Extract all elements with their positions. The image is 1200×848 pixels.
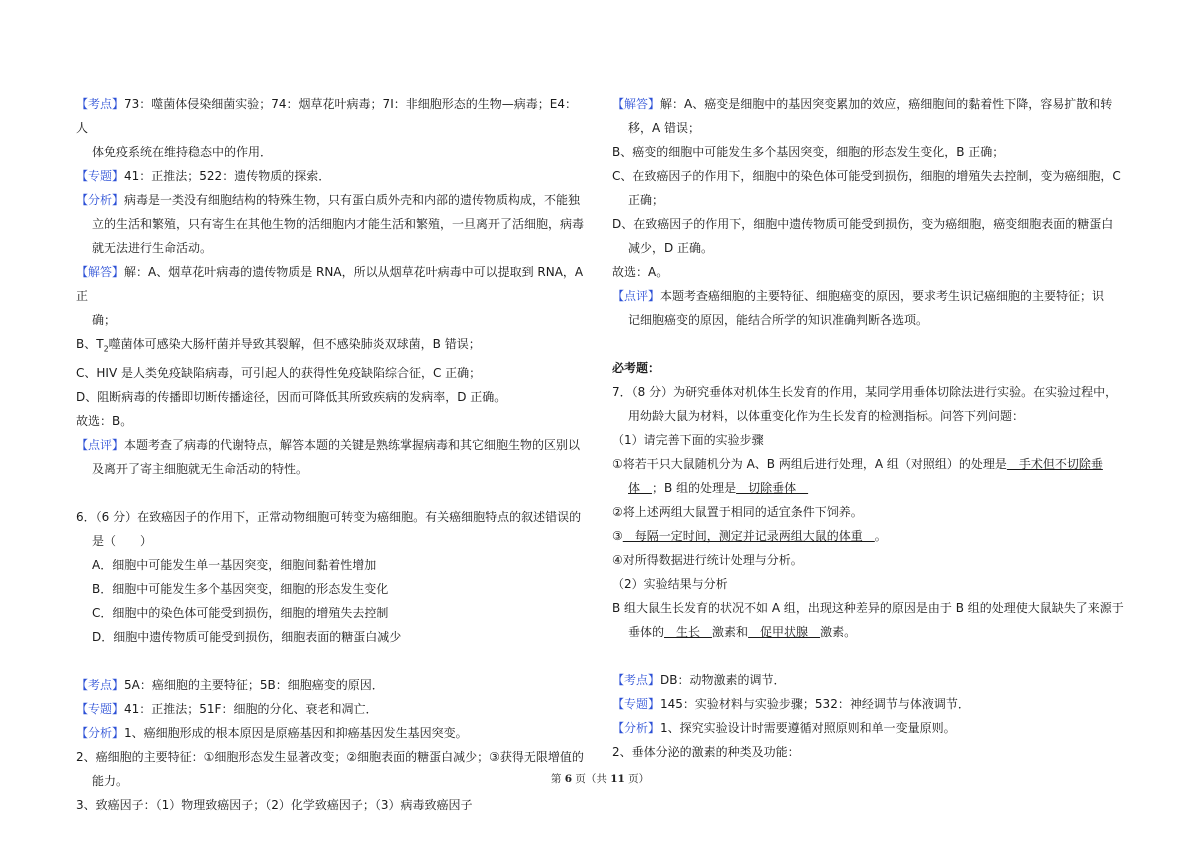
kaodian-tag: 【考点】 (612, 673, 661, 687)
q5-fenxi-cont: 立的生活和繁殖，只有寄生在其他生物的活细胞内才能生活和繁殖，一旦离开了活细胞，病毒 (92, 217, 585, 231)
spacer (76, 481, 588, 505)
q7-stem-cont: 用幼龄大鼠为材料，以体重变化作为生长发育的检测指标。问答下列问题： (628, 409, 1025, 423)
q7-result: B 组大鼠生长发育的状况不如 A 组，出现这种差异的原因是由于 B 组的处理使大鼠缺失了来源于 (612, 601, 1124, 615)
q7-part2: （2）实验结果与分析 (612, 577, 728, 591)
page-number: 6 (564, 773, 572, 785)
q7-part1: （1）请完善下面的实验步骤 (612, 433, 764, 447)
dianping-tag: 【点评】 (76, 438, 125, 453)
q7-stem: 7．（8 分）为研究垂体对机体生长发育的作用，某同学用垂体切除法进行实验。在实验过程中， (612, 385, 1118, 399)
zhuanti-tag: 【专题】 (612, 697, 661, 711)
q6-answer-d: D、在致癌因子的作用下，细胞中遗传物质可能受到损伤，变为癌细胞，癌变细胞表面的糖蛋白 (612, 217, 1114, 231)
q6-stem-cont: 是（ ） (92, 534, 153, 549)
fenxi-tag: 【分析】 (612, 721, 661, 735)
fenxi-tag: 【分析】 (76, 193, 125, 207)
q5-fenxi: 【分析】病毒是一类没有细胞结构的特殊生物，只有蛋白质外壳和内部的遗传物质构成，不能独 (76, 193, 581, 207)
page-footer: 第 6 页（共 11 页） (550, 773, 650, 785)
q6-fenxi-3: 3、致癌因子：（1）物理致癌因子；（2）化学致癌因子；（3）病毒致癌因子 (76, 798, 473, 813)
q7-step3: ③ 每隔一定时间，测定并记录两组大鼠的体重 。 (612, 529, 887, 543)
q5-dianping-cont: 及离开了寄主细胞就无生命活动的特性。 (92, 462, 309, 477)
spacer (612, 332, 1124, 356)
answer-blank: 促甲状腺 (748, 625, 821, 639)
q6-answer-d-cont: 减少，D 正确。 (628, 241, 714, 255)
q6-option-a: A．细胞中可能发生单一基因突变，细胞间黏着性增加 (92, 558, 377, 573)
q7-result-cont: 垂体的 生长 激素和 促甲状腺 激素。 (628, 625, 857, 639)
q6-jieda: 【解答】解：A、癌变是细胞中的基因突变累加的效应，癌细胞间的黏着性下降，容易扩散和转 (612, 97, 1113, 111)
q7-fenxi: 【分析】1、探究实验设计时需要遵循对照原则和单一变量原则。 (612, 721, 956, 735)
q7-step1: ①将若干只大鼠随机分为 A、B 两组后进行处理，A 组（对照组）的处理是 手术但不切除垂 (612, 457, 1103, 471)
jieda-tag: 【解答】 (612, 97, 661, 111)
q6-option-c: C．细胞中的染色体可能受到损伤，细胞的增殖失去控制 (92, 606, 389, 621)
answer-blank: 体 (628, 481, 653, 495)
q5-kaodian: 【考点】73：噬菌体侵染细菌实验；74：烟草花叶病毒；7I：非细胞形态的生物—病毒；E4：人 (76, 97, 577, 135)
q7-fenxi-2: 2、垂体分泌的激素的种类及功能： (612, 745, 800, 759)
q5-kaodian-cont: 体免疫系统在维持稳态中的作用． (92, 145, 273, 159)
q6-kaodian: 【考点】5A：癌细胞的主要特征；5B：细胞癌变的原因． (76, 678, 384, 693)
q6-option-b: B．细胞中可能发生多个基因突变，细胞的形态发生变化 (92, 582, 389, 597)
q7-step1-cont: 体 ；B 组的处理是 切除垂体 (628, 481, 809, 495)
q6-dianping: 【点评】本题考查癌细胞的主要特征、细胞癌变的原因，要求考生识记癌细胞的主要特征；识 (612, 289, 1105, 303)
q6-choice: 故选：A。 (612, 265, 669, 279)
q6-fenxi: 【分析】1、癌细胞形成的根本原因是原癌基因和抑癌基因发生基因突变。 (76, 726, 468, 741)
q5-fenxi-cont: 就无法进行生命活动。 (92, 241, 213, 255)
spacer (76, 649, 588, 673)
kaodian-tag: 【考点】 (76, 97, 125, 111)
q6-option-d: D．细胞中遗传物质可能受到损伤，细胞表面的糖蛋白减少 (92, 630, 402, 645)
q5-dianping: 【点评】本题考查了病毒的代谢特点，解答本题的关键是熟练掌握病毒和其它细胞生物的区别以 (76, 438, 581, 453)
q5-option-c: C、HIV 是人类免疫缺陷病毒，可引起人的获得性免疫缺陷综合征，C 正确； (76, 366, 482, 381)
q5-choice: 故选：B。 (76, 414, 133, 429)
page-total: 11 (610, 773, 625, 785)
q5-option-b: B、$T_2$噬菌体可感染大肠杆菌并导致其裂解，但不感染肺炎双球菌，B 错误； (76, 337, 481, 354)
answer-blank: 切除垂体 (736, 481, 809, 495)
q6-answer-c: C、在致癌因子的作用下，细胞中的染色体可能受到损伤，细胞的增殖失去控制，变为癌细胞，C (612, 169, 1121, 183)
q5-zhuanti: 【专题】41：正推法；522：遗传物质的探索． (76, 169, 331, 183)
kaodian-tag: 【考点】 (76, 678, 125, 693)
dianping-tag: 【点评】 (612, 289, 661, 303)
section-heading: 必考题： (612, 361, 661, 375)
q6-zhuanti: 【专题】41：正推法；51F：细胞的分化、衰老和凋亡． (76, 702, 378, 717)
q5-option-d: D、阻断病毒的传播即切断传播途径，因而可降低其所致疾病的发病率，D 正确。 (76, 390, 507, 405)
answer-blank: 生长 (664, 625, 713, 639)
q7-step2: ②将上述两组大鼠置于相同的适宜条件下饲养。 (612, 505, 863, 519)
q6-fenxi-2-cont: 能力。 (92, 774, 129, 789)
right-column (612, 92, 1124, 764)
spacer (612, 644, 1124, 668)
q6-answer-b: B、癌变的细胞中可能发生多个基因突变，细胞的形态发生变化，B 正确； (612, 145, 1005, 159)
zhuanti-tag: 【专题】 (76, 169, 125, 183)
left-column (76, 92, 588, 817)
q5-jieda: 【解答】解：A、烟草花叶病毒的遗传物质是 RNA，所以从烟草花叶病毒中可以提取到 RNA，A 正 (76, 265, 584, 303)
q6-answer-c-cont: 正确； (628, 193, 665, 207)
q7-step4: ④对所得数据进行统计处理与分析。 (612, 553, 803, 567)
answer-blank: 每隔一定时间，测定并记录两组大鼠的体重 (622, 529, 875, 543)
q7-zhuanti: 【专题】145：实验材料与实验步骤；532：神经调节与体液调节． (612, 697, 970, 711)
q6-stem: 6．（6 分）在致癌因子的作用下，正常动物细胞可转变为癌细胞。有关癌细胞特点的叙述错误的 (76, 510, 582, 525)
answer-blank: 手术但不切除垂 (1006, 457, 1103, 471)
q6-jieda-cont: 移，A 错误； (628, 121, 701, 135)
q5-jieda-cont: 确； (92, 313, 117, 327)
q6-fenxi-2: 2、癌细胞的主要特征：①细胞形态发生显著改变；②细胞表面的糖蛋白减少；③获得无限增值的 (76, 750, 584, 765)
jieda-tag: 【解答】 (76, 265, 125, 279)
fenxi-tag: 【分析】 (76, 726, 125, 741)
q7-kaodian: 【考点】DB：动物激素的调节． (612, 673, 786, 687)
zhuanti-tag: 【专题】 (76, 702, 125, 717)
q6-dianping-cont: 记细胞癌变的原因，能结合所学的知识准确判断各选项。 (628, 313, 929, 327)
